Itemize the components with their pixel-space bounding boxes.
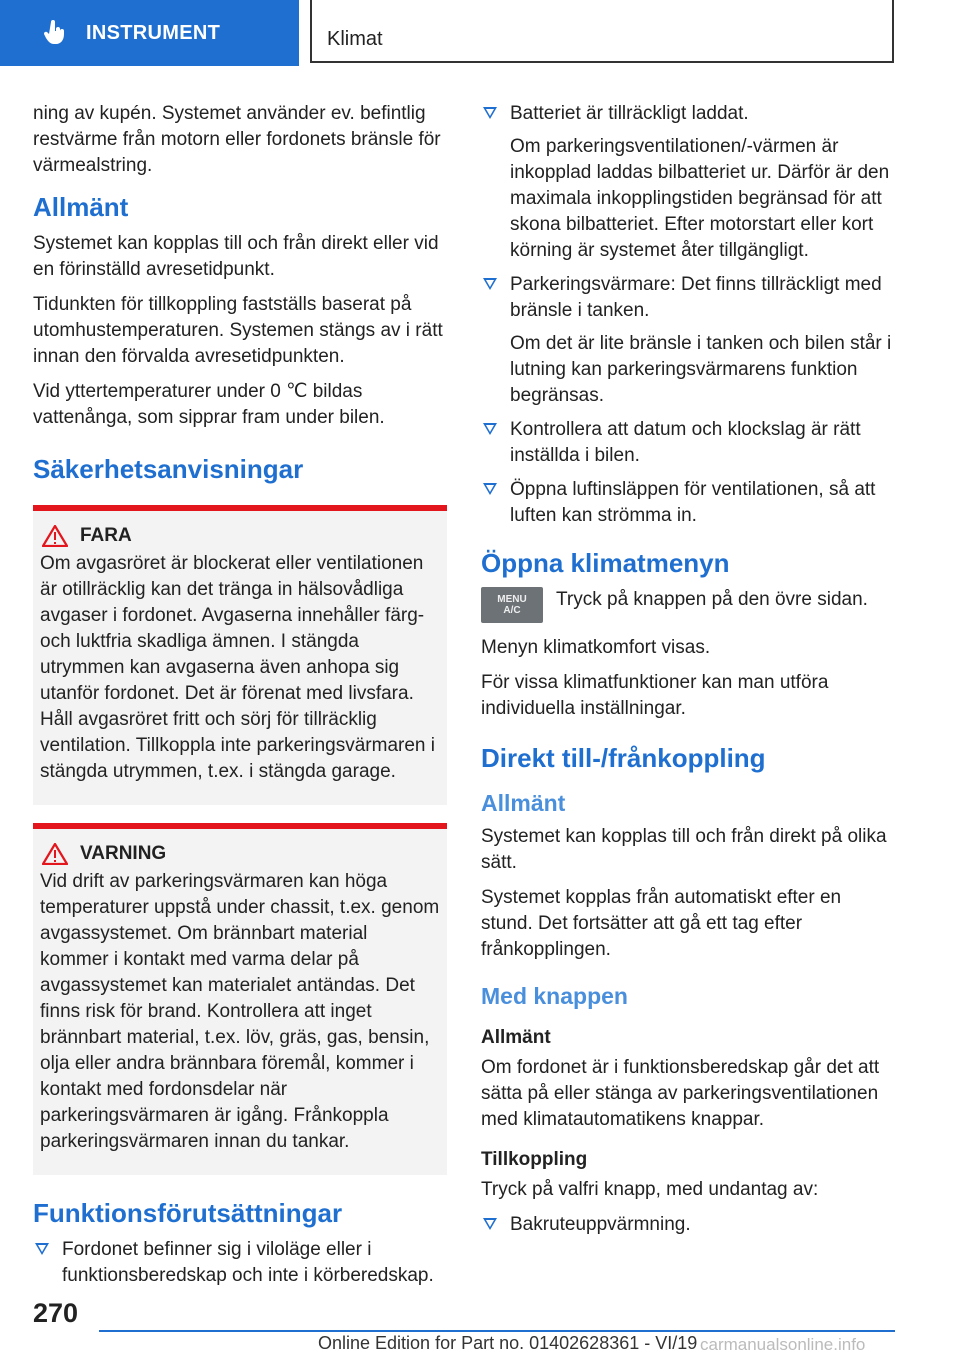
section-tab[interactable] bbox=[0, 0, 299, 66]
allmant-paragraph: Systemet kan kopplas till och från direkt eller vid en förinställd avresetidpunkt. bbox=[33, 233, 439, 280]
menu-paragraph: Menyn klimatkomfort visas. bbox=[481, 637, 711, 658]
switch-on-heading: Tillkoppling bbox=[481, 1149, 588, 1170]
menu-button-line2: A/C bbox=[503, 605, 521, 616]
list-item-note: Om parkeringsventilationen/-värmen är inkopplad laddas bilbatteriet ur. Därför är den maximala inkopplingstiden begränsad för att skona bilbatteriet. Efter motorstart eller kort körning är systemet åter tillgängligt. bbox=[510, 136, 890, 261]
requirements-list bbox=[33, 1237, 447, 1289]
warning-triangle-icon bbox=[42, 525, 68, 547]
chapter-title: Klimat bbox=[327, 28, 383, 50]
hand-pointer-icon bbox=[42, 19, 70, 47]
menu-button-line1: MENU bbox=[497, 594, 527, 605]
danger-text: Om avgasröret är blockerat eller ventilationen är otillräcklig kan det tränga in hälsovådliga avgaser i fordonet. Avgaserna innehåller färg- och luktfria skadliga ämnen. I stängda utrymmen kan avgaserna även anhopa sig utanför fordonet. Det är förenat med livsfara. Håll avgasröret fritt och sörj för tillräcklig ventilation. Tillkoppla inte parkeringsvärmaren i stängda utrymmen, t.ex. i stängda garage. bbox=[40, 553, 435, 782]
danger-title: FARA bbox=[80, 525, 132, 546]
left-column bbox=[33, 101, 447, 1297]
list-item-text: Parkeringsvärmare: Det finns tillräckligt med bränsle i tanken. bbox=[510, 274, 882, 321]
requirements-list-continued bbox=[481, 101, 895, 529]
exceptions-list bbox=[481, 1212, 895, 1238]
triangle-bullet-icon bbox=[483, 1218, 497, 1230]
menu-ac-button-icon bbox=[481, 587, 543, 623]
triangle-bullet-icon bbox=[35, 1243, 49, 1255]
triangle-bullet-icon bbox=[483, 278, 497, 290]
button-heading: Med knappen bbox=[481, 983, 628, 1009]
list-item-text: Kontrollera att datum och klockslag är rätt inställda i bilen. bbox=[510, 419, 861, 466]
footer-rule bbox=[99, 1330, 895, 1332]
direct-general-heading: Allmänt bbox=[481, 790, 566, 816]
button-general-heading: Allmänt bbox=[481, 1027, 551, 1048]
warning-title: VARNING bbox=[80, 843, 167, 864]
direct-paragraph: Systemet kopplas från automatiskt efter en stund. Det fortsätter att gå ett tag efter frånkopplingen. bbox=[481, 887, 842, 960]
danger-box bbox=[33, 505, 447, 805]
menu-paragraph: För vissa klimatfunktioner kan man utföra individuella inställningar. bbox=[481, 672, 829, 719]
list-item bbox=[481, 1212, 895, 1238]
edition-text: Online Edition for Part no. 01402628361 - VI/19 bbox=[318, 1333, 698, 1353]
list-item-note: Om det är lite bränsle i tanken och bilen står i lutning kan parkeringsvärmarens funktion begränsas. bbox=[510, 333, 892, 406]
intro-text: ning av kupén. Systemet använder ev. befintlig restvärme från motorn eller fordonets bränsle för värmealstring. bbox=[33, 103, 441, 176]
list-item bbox=[481, 417, 895, 469]
menu-instruction bbox=[481, 587, 895, 623]
requirements-heading: Funktionsförutsättningar bbox=[33, 1198, 343, 1228]
triangle-bullet-icon bbox=[483, 483, 497, 495]
watermark: carmanualsonline.info bbox=[700, 1335, 866, 1354]
warning-text: Vid drift av parkeringsvärmaren kan höga temperaturer uppstå under chassit, t.ex. genom avgassystemet. Om brännbart material kommer i kontakt med varma delar på avgassystemet kan materialet antändas. Det finns risk för brand. Kontrollera att inget brännbart material, t.ex. löv, gräs, gas, bensin, olja eller andra brännbara föremål, kommer i kontakt med fordonsdelar när parkeringsvärmaren är igång. Frånkoppla parkeringsvärmaren innan du tankar. bbox=[40, 871, 440, 1152]
list-item-text: Bakruteuppvärmning. bbox=[510, 1214, 691, 1235]
list-item-text: Fordonet befinner sig i viloläge eller i funktionsberedskap och inte i körberedskap. bbox=[62, 1239, 434, 1286]
list-item bbox=[481, 272, 895, 409]
list-item-text: Batteriet är tillräckligt laddat. bbox=[510, 103, 749, 124]
chapter-header bbox=[310, 0, 894, 63]
section-label: INSTRUMENT bbox=[86, 21, 221, 44]
menu-instruction-text: Tryck på knappen på den övre sidan. bbox=[556, 589, 868, 610]
button-paragraph: Om fordonet är i funktionsberedskap går det att sätta på eller stänga av parkeringsventilationen med klimatautomatikens knappar. bbox=[481, 1057, 880, 1130]
allmant-paragraph: Tidunkten för tillkoppling fastställs baserat på utomhustemperaturen. Systemen stängs av i rätt innan den förvalda avresetidpunkten. bbox=[33, 294, 443, 367]
list-item bbox=[33, 1237, 447, 1289]
safety-heading: Säkerhetsanvisningar bbox=[33, 454, 304, 484]
direct-paragraph: Systemet kan kopplas till och från direkt på olika sätt. bbox=[481, 826, 887, 873]
list-item bbox=[481, 101, 895, 264]
list-item-text: Öppna luftinsläppen för ventilationen, så att luften kan strömma in. bbox=[510, 479, 876, 526]
warning-box bbox=[33, 823, 447, 1175]
triangle-bullet-icon bbox=[483, 423, 497, 435]
direct-heading: Direkt till-/frånkoppling bbox=[481, 743, 766, 773]
open-menu-heading: Öppna klimatmenyn bbox=[481, 548, 730, 578]
warning-triangle-icon bbox=[42, 843, 68, 865]
allmant-paragraph: Vid yttertemperaturer under 0 ℃ bildas vattenånga, som sipprar fram under bilen. bbox=[33, 381, 385, 428]
allmant-heading: Allmänt bbox=[33, 192, 129, 222]
list-item bbox=[481, 477, 895, 529]
triangle-bullet-icon bbox=[483, 107, 497, 119]
right-column bbox=[481, 101, 895, 1246]
switch-on-paragraph: Tryck på valfri knapp, med undantag av: bbox=[481, 1179, 819, 1200]
page-number: 270 bbox=[33, 1298, 79, 1328]
